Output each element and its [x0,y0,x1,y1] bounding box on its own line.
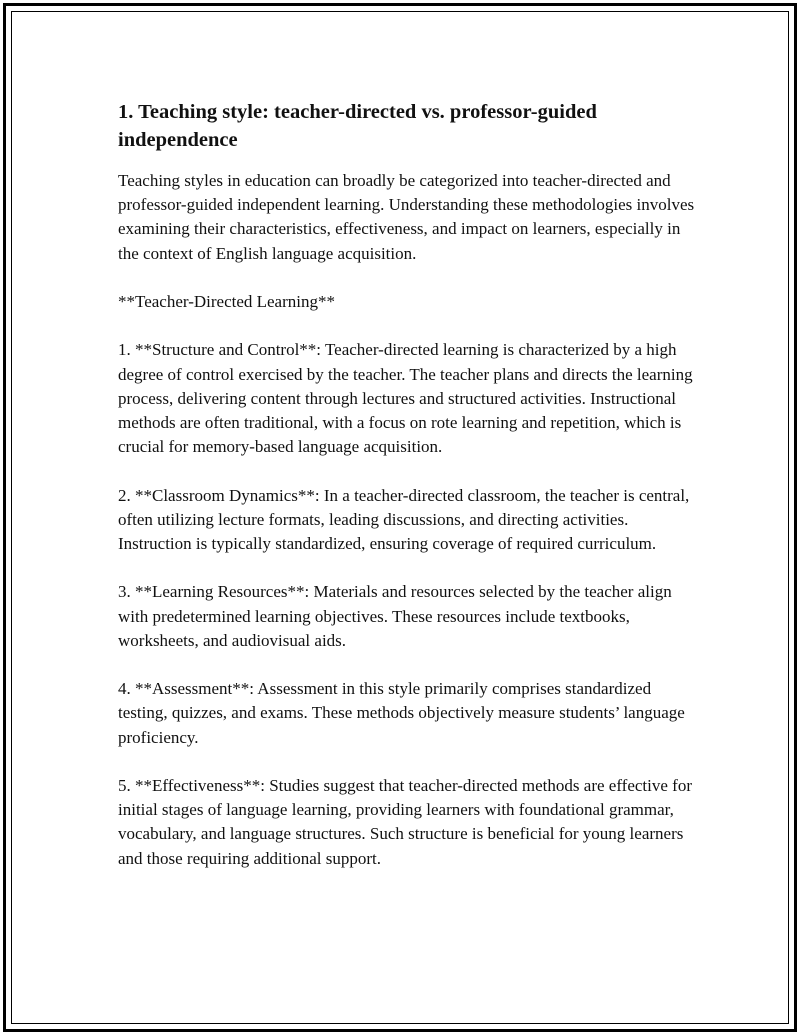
page-frame [3,3,797,1032]
point-learning-resources: 3. **Learning Resources**: Materials and resources selected by the teacher align with predetermined learning objectives. These resources include textbooks, worksheets, and audiovisual aids. [118,582,672,650]
document-body [118,98,698,895]
intro-paragraph: Teaching styles in education can broadly be categorized into teacher-directed and professor-guided independent learning. Understanding these methodologies involves examining their characteristics, effectiveness, and impact on learners, especially in the context of English language acquisition. [118,171,695,263]
point-assessment: 4. **Assessment**: Assessment in this style primarily comprises standardized testing, quizzes, and exams. These methods objectively measure students’ language proficiency. [118,679,685,747]
section-heading: 1. Teaching style: teacher-directed vs. professor-guided independence [118,101,597,151]
point-effectiveness: 5. **Effectiveness**: Studies suggest that teacher-directed methods are effective for initial stages of language learning, providing learners with foundational grammar, vocabulary, and language structures. Such structure is beneficial for young learners and those requiring additional support. [118,775,692,868]
point-classroom-dynamics: 2. **Classroom Dynamics**: In a teacher-directed classroom, the teacher is central, often utilizing lecture formats, leading discussions, and directing activities. Instruction is typically standardized, ensuring coverage of required curriculum. [118,485,690,553]
point-structure-and-control: 1. **Structure and Control**: Teacher-directed learning is characterized by a high degree of control exercised by the teacher. The teacher plans and directs the learning process, delivering content through lectures and structured activities. Instructional methods are often traditional, with a focus on rote learning and repetition, which is crucial for memory-based language acquisition. [118,340,693,457]
subheading-teacher-directed: **Teacher-Directed Learning** [118,292,335,311]
